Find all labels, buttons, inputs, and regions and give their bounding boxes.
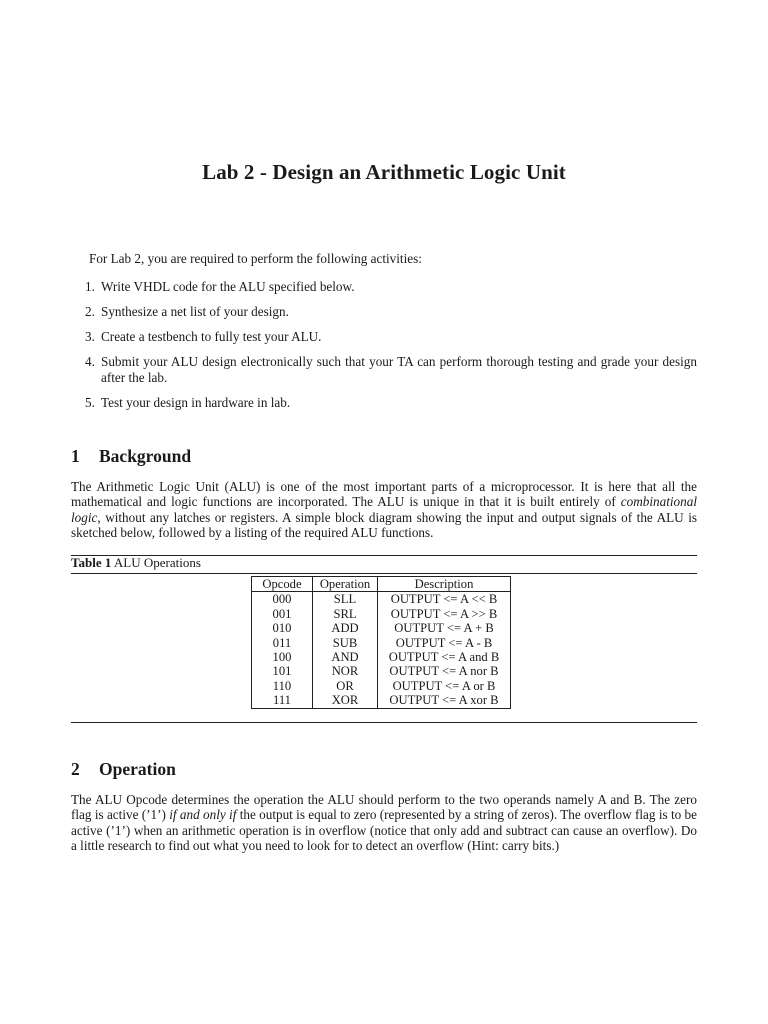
operation-cell: NOR [313, 664, 378, 678]
background-text-part2: , without any latches or registers. A simple block diagram showing the input and output signals of the ALU is sketched below, followed by a listing of the required ALU functions. [71, 509, 697, 541]
table-row [252, 664, 511, 678]
intro-text: For Lab 2, you are required to perform the following activities: [89, 251, 422, 266]
table-row [252, 592, 511, 607]
section-number: 2 [71, 759, 80, 779]
table-row [252, 621, 511, 635]
operation-cell: OR [313, 679, 378, 693]
task-item [71, 354, 697, 385]
task-text: Write VHDL code for the ALU specified below. [101, 279, 355, 294]
table-body [252, 592, 511, 708]
column-header-operation: Operation [313, 577, 378, 592]
opcode-cell: 111 [252, 693, 313, 708]
opcode-cell: 011 [252, 636, 313, 650]
table-caption-rule [71, 573, 697, 574]
description-cell: OUTPUT <= A + B [378, 621, 511, 635]
task-number: 2. [85, 304, 95, 319]
background-text-part1: The Arithmetic Logic Unit (ALU) is one of the most important parts of a microprocessor. It is here that all the mathematical and logic functions are incorporated. The ALU is unique in that it is built entirely of [71, 479, 697, 510]
opcode-cell: 010 [252, 621, 313, 635]
task-text: Create a testbench to fully test your ALU. [101, 329, 322, 344]
opcode-cell: 100 [252, 650, 313, 664]
section-heading-operation [71, 759, 176, 780]
operation-cell: XOR [313, 693, 378, 708]
section-number: 1 [71, 446, 80, 466]
operation-cell: AND [313, 650, 378, 664]
table-row [252, 679, 511, 693]
background-italic-term: combinational logic [71, 494, 697, 525]
operation-italic-term: if and only if [169, 807, 237, 823]
operation-cell: ADD [313, 621, 378, 635]
table-row [252, 650, 511, 664]
description-cell: OUTPUT <= A xor B [378, 693, 511, 708]
table-caption-text: ALU Operations [111, 555, 201, 570]
task-item [71, 329, 697, 345]
opcode-cell: 001 [252, 607, 313, 621]
document-page [71, 0, 697, 1024]
section-title: Background [99, 446, 192, 466]
task-number: 1. [85, 279, 95, 294]
table-row [252, 693, 511, 708]
operation-text-part1: The ALU Opcode determines the operation the ALU should perform to the two operands namely A and B. The zero flag is active (’1’) [71, 792, 697, 823]
table-row [252, 636, 511, 650]
operation-cell: SUB [313, 636, 378, 650]
section-heading-background [71, 446, 191, 467]
task-number: 3. [85, 329, 95, 344]
table-bottom-rule [71, 722, 697, 723]
description-cell: OUTPUT <= A and B [378, 650, 511, 664]
description-cell: OUTPUT <= A or B [378, 679, 511, 693]
task-number: 4. [85, 354, 95, 369]
opcode-cell: 110 [252, 679, 313, 693]
table-row [252, 607, 511, 621]
task-text: Test your design in hardware in lab. [101, 394, 291, 410]
operation-cell: SRL [313, 607, 378, 621]
task-list [71, 279, 697, 420]
task-number: 5. [85, 394, 95, 410]
description-cell: OUTPUT <= A << B [378, 592, 511, 607]
opcode-cell: 101 [252, 664, 313, 678]
operation-cell: SLL [313, 592, 378, 607]
table-caption [71, 555, 201, 571]
background-paragraph [71, 479, 697, 541]
table-caption-label: Table 1 [71, 555, 112, 570]
opcode-cell: 000 [252, 592, 313, 607]
section-title: Operation [99, 759, 176, 779]
task-item [71, 395, 697, 411]
operation-paragraph [71, 792, 697, 854]
description-cell: OUTPUT <= A - B [378, 636, 511, 650]
alu-operations-table [251, 576, 511, 709]
description-cell: OUTPUT <= A >> B [378, 607, 511, 621]
column-header-description: Description [378, 577, 511, 592]
task-item [71, 304, 697, 320]
table-header-row [252, 577, 511, 592]
column-header-opcode: Opcode [252, 577, 313, 592]
operation-text-part2: the output is equal to zero (represented by a string of zeros). The overflow flag is to be active (’1’) when an arithmetic operation is in overflow (notice that only add and subtract can cause an overflow). Do a little research to find out what you need to look for to detect an overflow (Hint: carry bits.) [71, 807, 697, 854]
task-text: Submit your ALU design electronically such that your TA can perform thorough testing and grade your design after the lab. [101, 354, 697, 385]
task-text: Synthesize a net list of your design. [101, 304, 289, 319]
description-cell: OUTPUT <= A nor B [378, 664, 511, 678]
page-title: Lab 2 - Design an Arithmetic Logic Unit [202, 160, 566, 184]
task-item [71, 279, 697, 295]
